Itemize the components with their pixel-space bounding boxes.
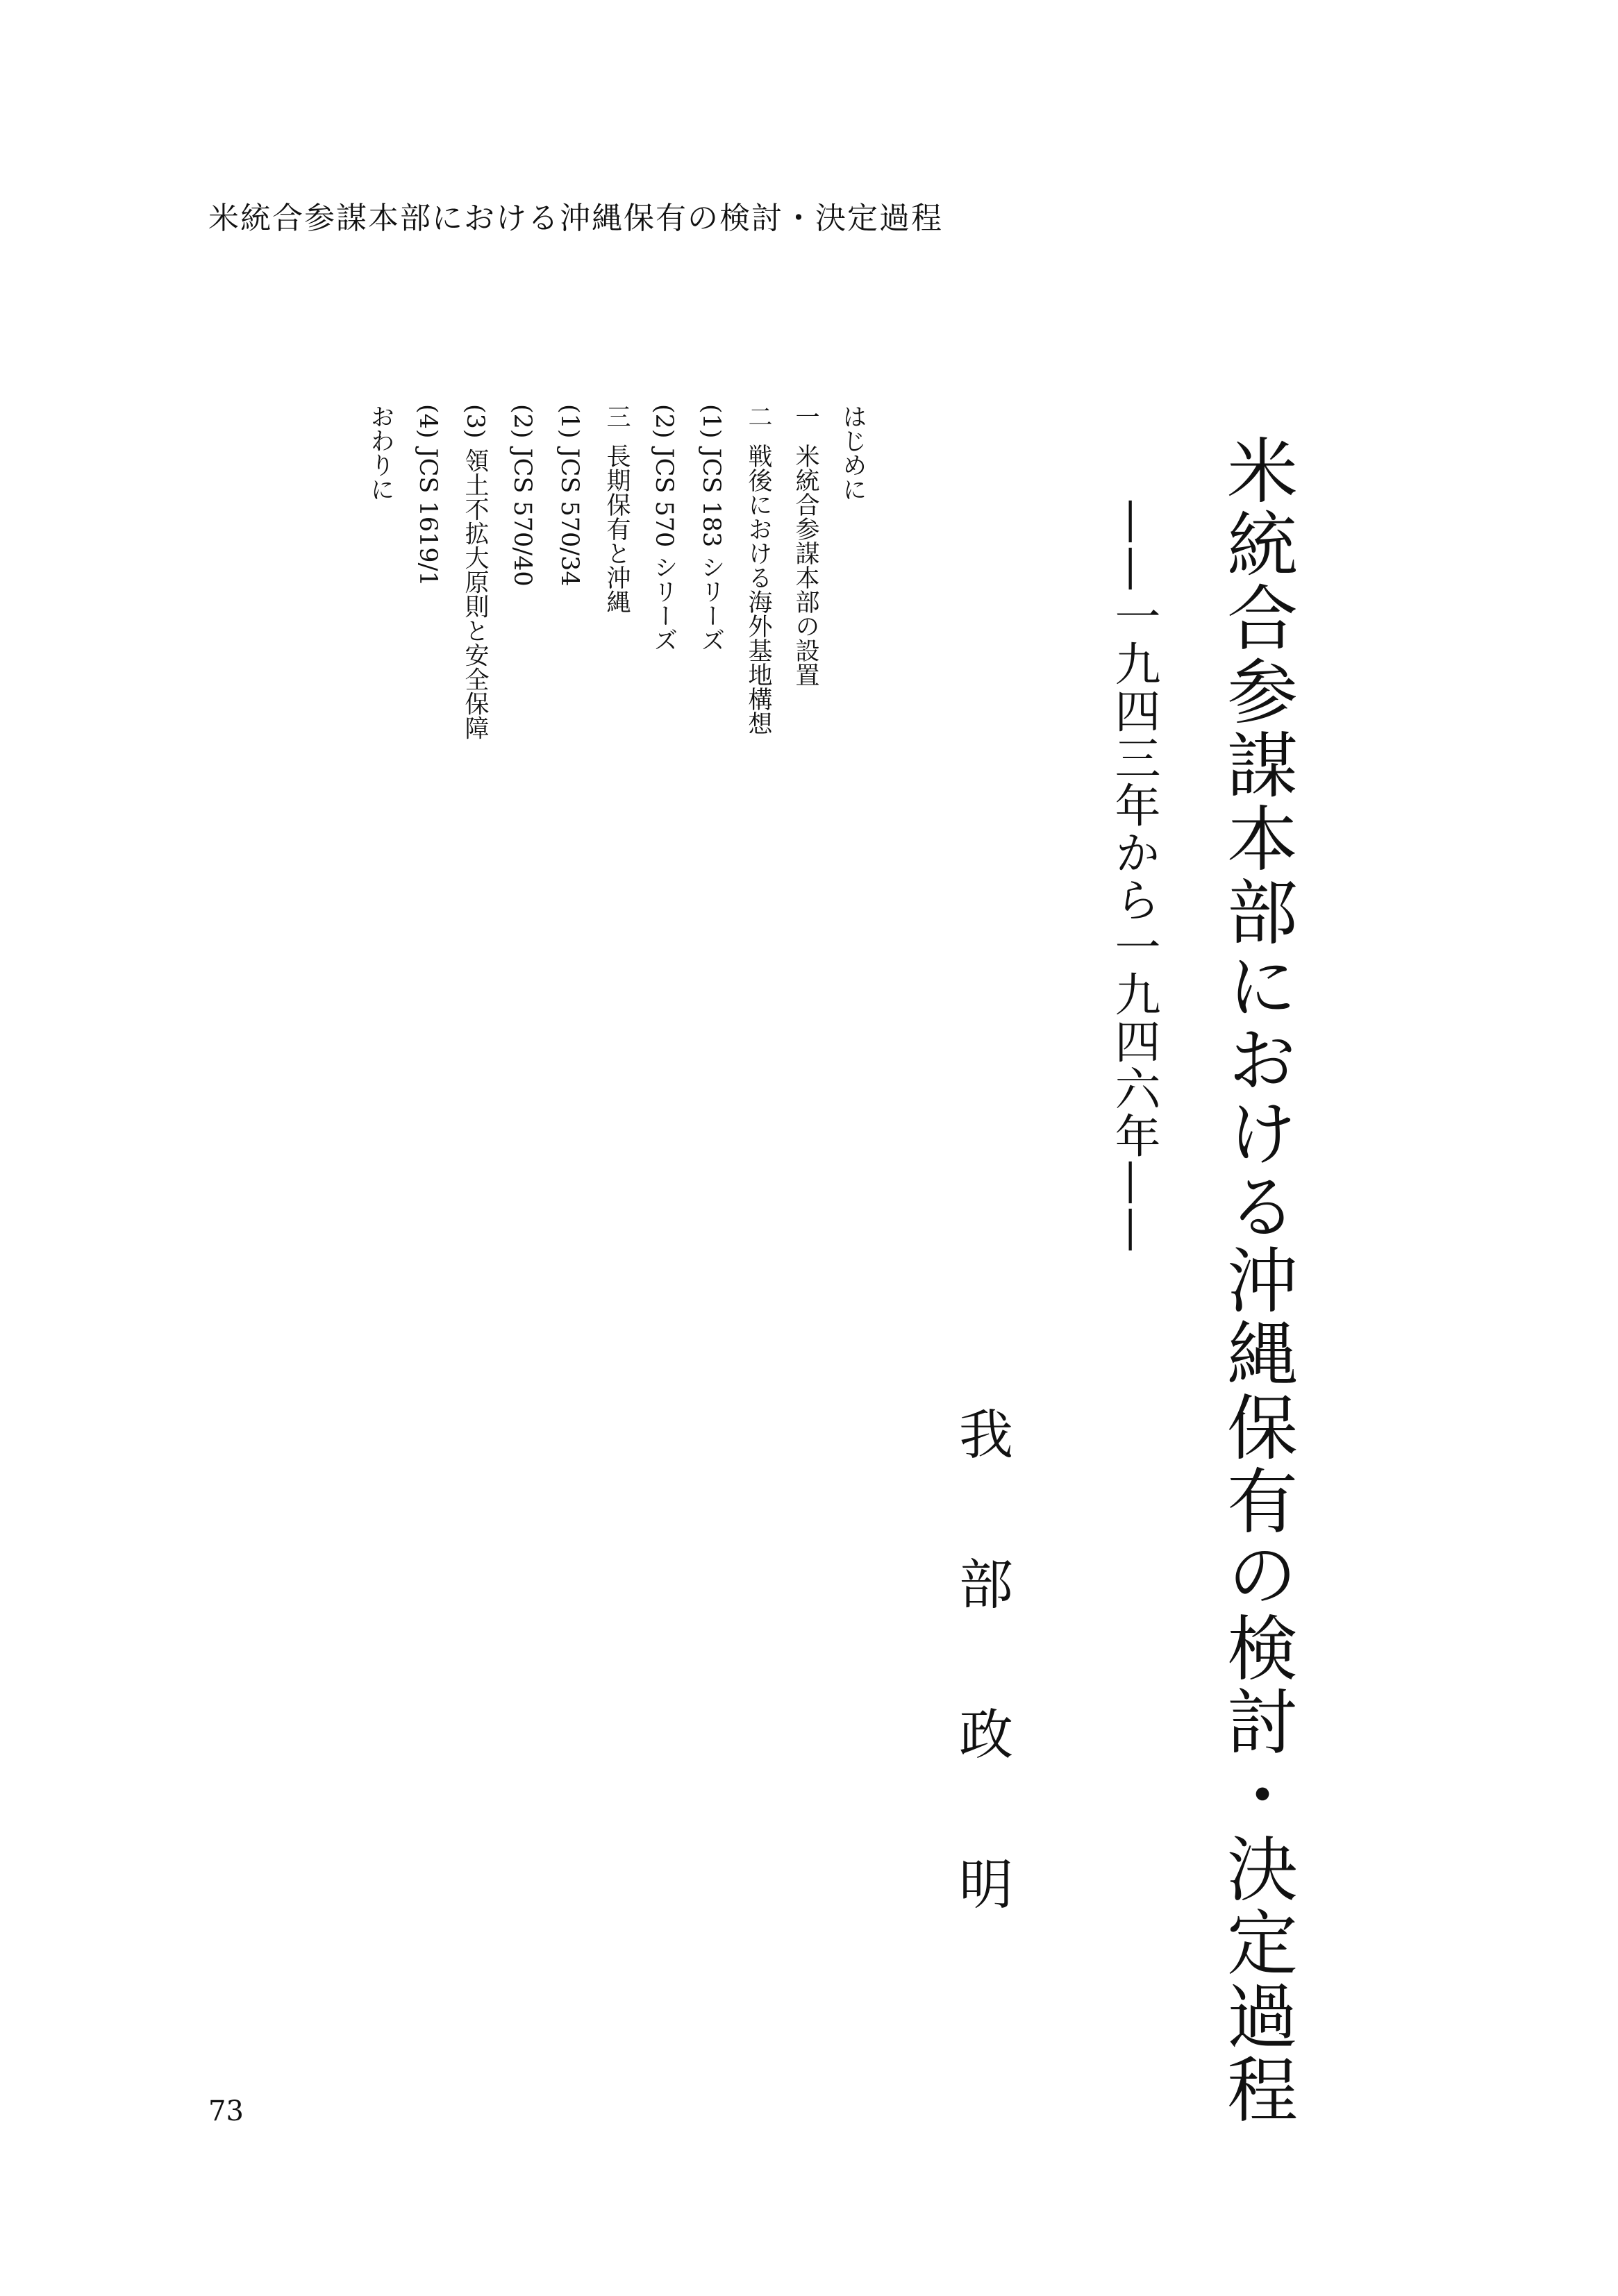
toc-item bbox=[699, 404, 723, 740]
toc-item bbox=[651, 404, 676, 740]
toc-item-text: JCS 183 シリーズ bbox=[697, 448, 725, 653]
toc-item bbox=[462, 404, 487, 740]
toc-item-text: JCS 1619/1 bbox=[414, 448, 442, 587]
toc-item-text: おわりに bbox=[367, 404, 394, 501]
toc-item-marker: (1) bbox=[697, 404, 725, 439]
author-name: 我部政明 bbox=[950, 1406, 1012, 2006]
toc-item-marker: (1) bbox=[556, 404, 583, 439]
toc-item-marker: (2) bbox=[650, 404, 678, 439]
toc-item-text: 長期保有と沖縄 bbox=[603, 444, 631, 614]
toc-item bbox=[840, 404, 865, 740]
page-number: 73 bbox=[208, 2095, 244, 2127]
toc-item-marker: (4) bbox=[414, 404, 442, 439]
toc-item-marker: 二 bbox=[744, 404, 772, 428]
toc-item-text: 領土不拡大原則と安全保障 bbox=[461, 448, 489, 740]
toc-item-text: JCS 570/34 bbox=[556, 448, 583, 587]
toc-item-text: 戦後における海外基地構想 bbox=[744, 444, 772, 735]
toc-item-text: JCS 570/40 bbox=[508, 448, 536, 587]
toc-item bbox=[793, 404, 817, 740]
toc-item-marker: (2) bbox=[508, 404, 536, 439]
article-subtitle: ——一九四三年から一九四六年—— bbox=[1107, 498, 1160, 1254]
article-title: 米統合参謀本部における沖縄保有の検討・決定過程 bbox=[1215, 434, 1298, 2127]
toc-item-marker: 三 bbox=[603, 404, 631, 428]
toc-item bbox=[603, 404, 631, 740]
toc-item-text: 米統合参謀本部の設置 bbox=[792, 444, 819, 687]
toc-item-marker: (3) bbox=[461, 404, 489, 439]
toc-item-text: JCS 570 シリーズ bbox=[650, 448, 678, 653]
toc-item bbox=[415, 404, 440, 740]
toc-item bbox=[557, 404, 581, 740]
toc-item bbox=[510, 404, 534, 740]
running-header: 米統合参謀本部における沖縄保有の検討・決定過程 bbox=[208, 201, 943, 236]
toc-item bbox=[368, 404, 392, 740]
toc-item-marker: 一 bbox=[792, 404, 819, 428]
table-of-contents bbox=[368, 404, 865, 740]
toc-item bbox=[746, 404, 770, 740]
toc-item-text: はじめに bbox=[839, 404, 867, 501]
